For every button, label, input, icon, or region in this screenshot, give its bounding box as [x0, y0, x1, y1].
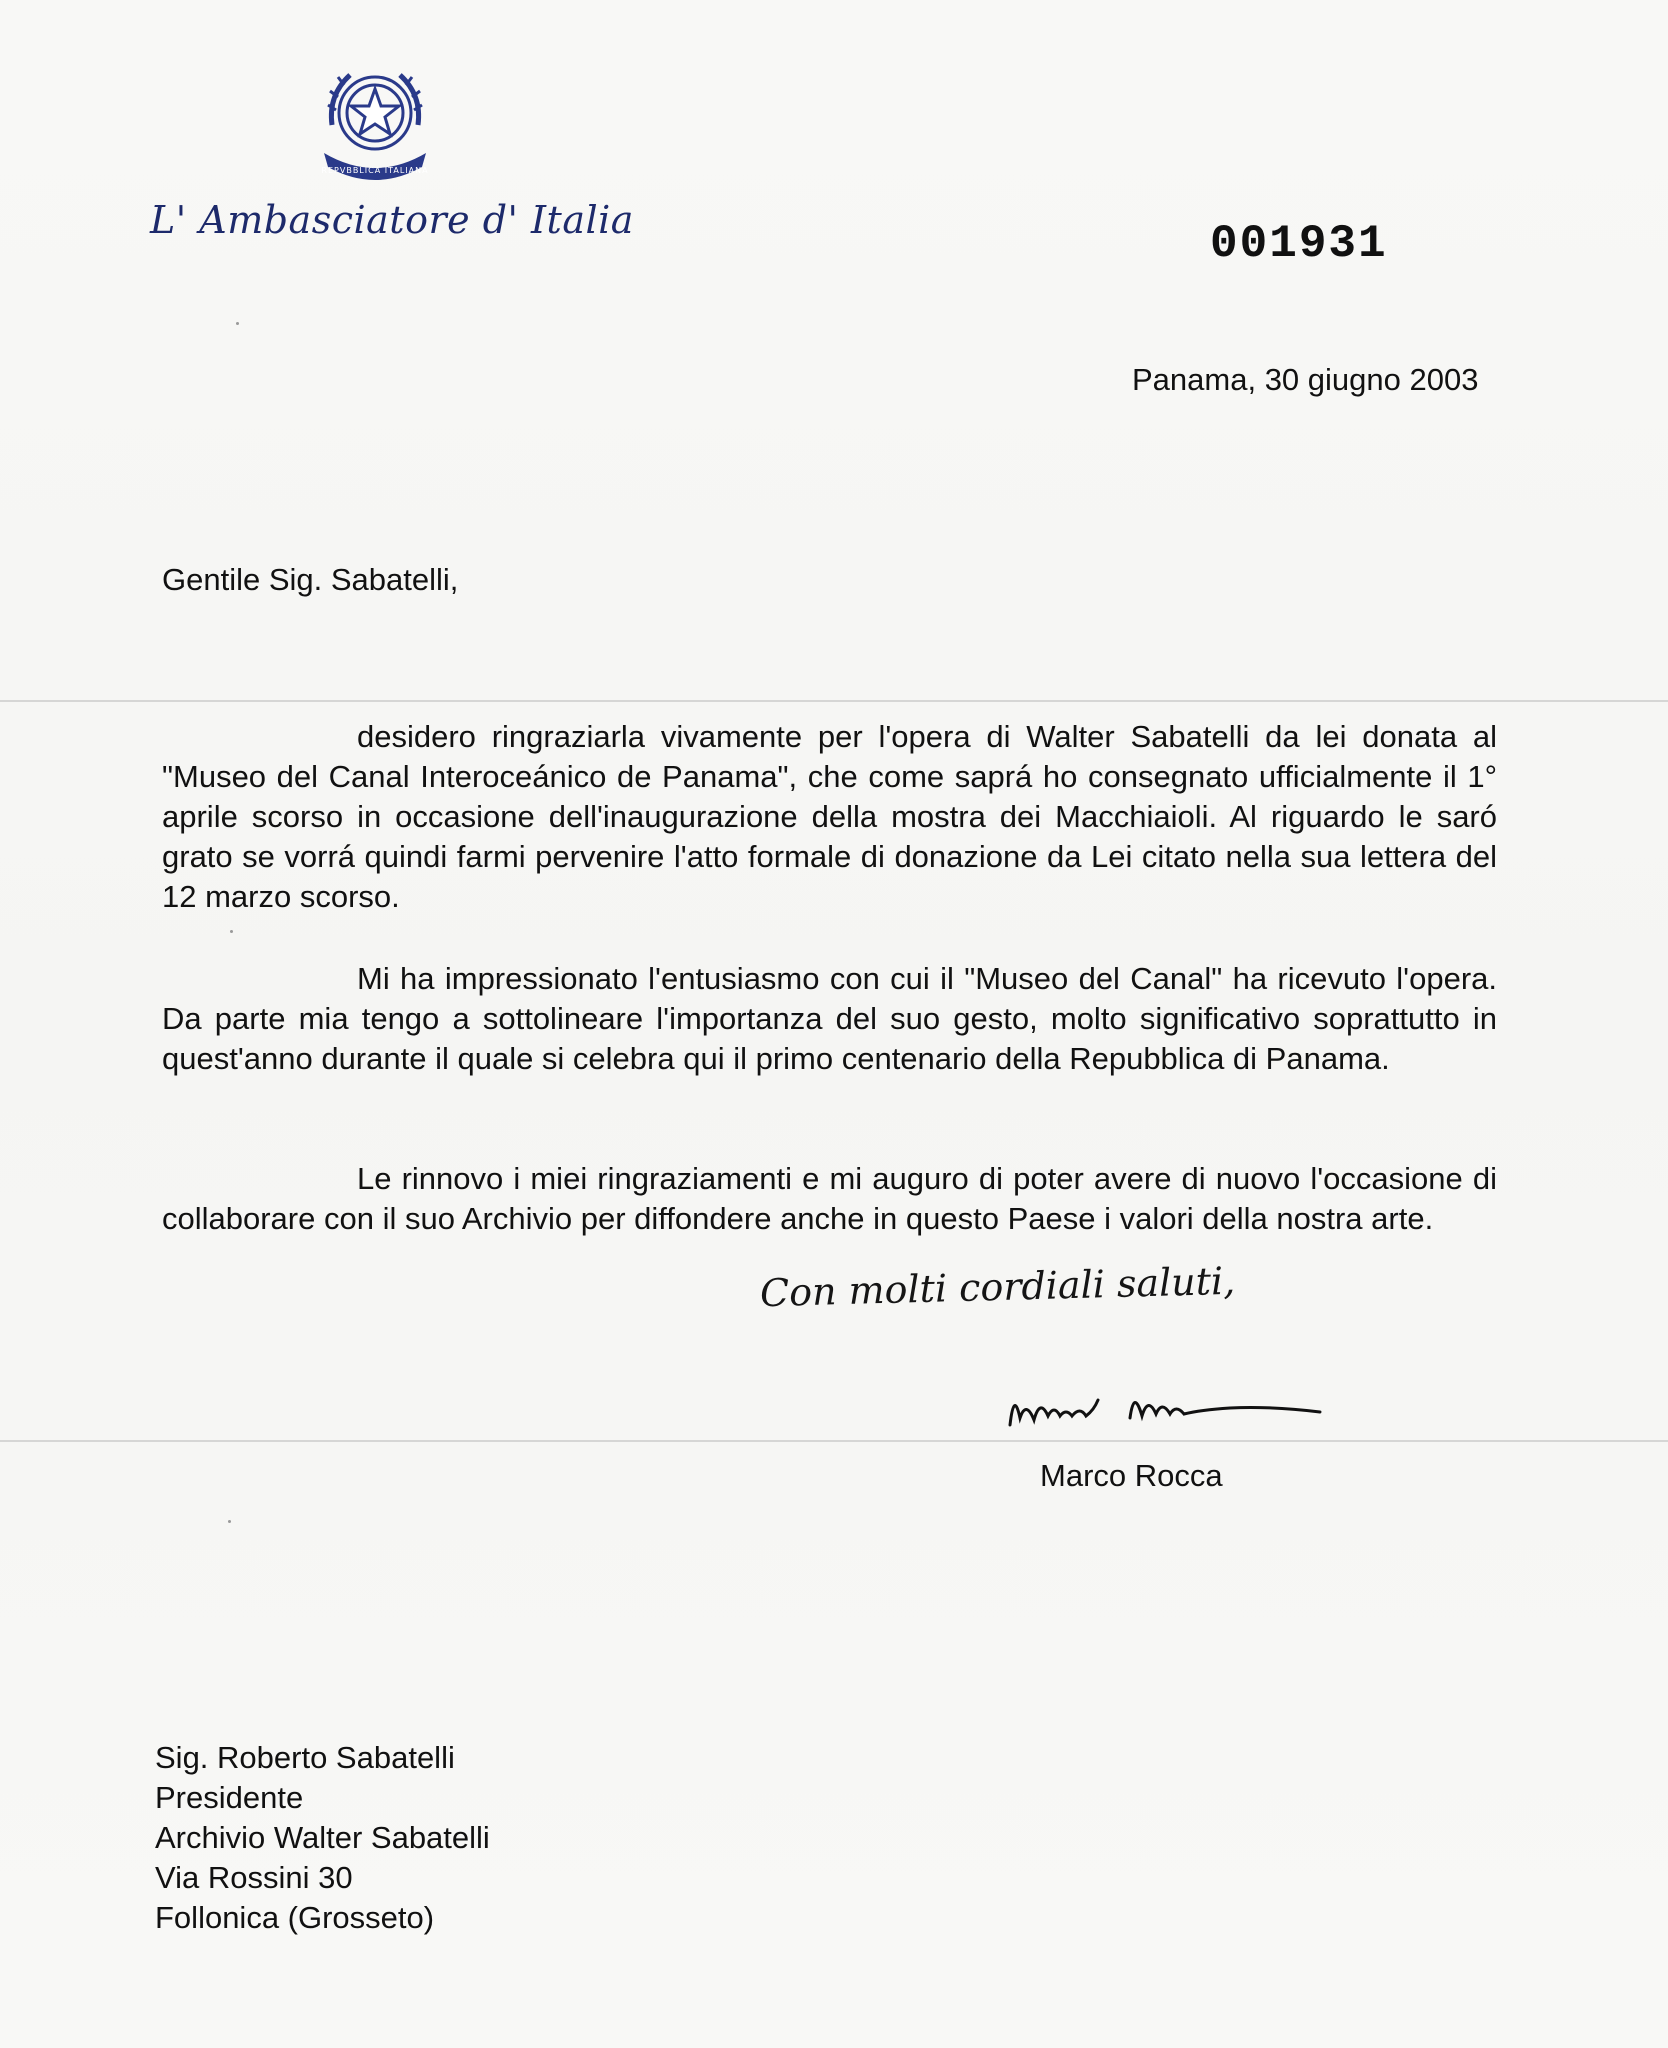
body-paragraph-3: Le rinnovo i miei ringraziamenti e mi auguro di poter avere di nuovo l'occasione di collaborare con il suo Archivio per diffondere anche in questo Paese i valori della nostra arte. — [162, 1161, 1497, 1236]
recipient-city: Follonica (Grosseto) — [155, 1900, 435, 1935]
recipient-address — [155, 1738, 490, 1938]
letterhead-title: L' Ambasciatore d' Italia — [150, 198, 634, 242]
signer-name: Marco Rocca — [1040, 1458, 1223, 1493]
body-paragraph-2: Mi ha impressionato l'entusiasmo con cui il "Museo del Canal" ha ricevuto l'opera. Da parte mia tengo a sottolineare l'importanza del suo gesto, molto significativo soprattutto in quest'anno durante il quale si celebra qui il primo centenario della Repubblica di Panama. — [162, 961, 1497, 1076]
recipient-organization: Archivio Walter Sabatelli — [155, 1820, 490, 1855]
protocol-number: 001931 — [1210, 218, 1388, 270]
greeting: Gentile Sig. Sabatelli, — [162, 562, 459, 597]
recipient-street: Via Rossini 30 — [155, 1860, 353, 1895]
date-line: Panama, 30 giugno 2003 — [1132, 362, 1479, 397]
italian-republic-emblem-icon — [310, 55, 440, 185]
paper-speck — [236, 322, 239, 325]
paper-fold-line — [0, 1440, 1668, 1442]
svg-text:REPVBBLICA ITALIANA: REPVBBLICA ITALIANA — [321, 166, 429, 175]
handwritten-signature — [1000, 1370, 1330, 1440]
paper-fold-line — [0, 700, 1668, 702]
handwritten-closing: Con molti cordiali saluti, — [759, 1258, 1236, 1316]
body-paragraph-1: desidero ringraziarla vivamente per l'opera di Walter Sabatelli da lei donata al "Museo del Canal Interoceánico de Panama", che come saprá ho consegnato ufficialmente il 1° aprile scorso in occasione dell'inaugurazione della mostra dei Macchiaioli. Al riguardo le saró grato se vorrá quindi farmi pervenire l'atto formale di donazione da Lei citato nella sua lettera del 12 marzo scorso. — [162, 719, 1497, 914]
recipient-name: Sig. Roberto Sabatelli — [155, 1740, 455, 1775]
recipient-role: Presidente — [155, 1780, 304, 1815]
paper-speck — [230, 930, 233, 933]
paper-speck — [228, 1520, 231, 1523]
